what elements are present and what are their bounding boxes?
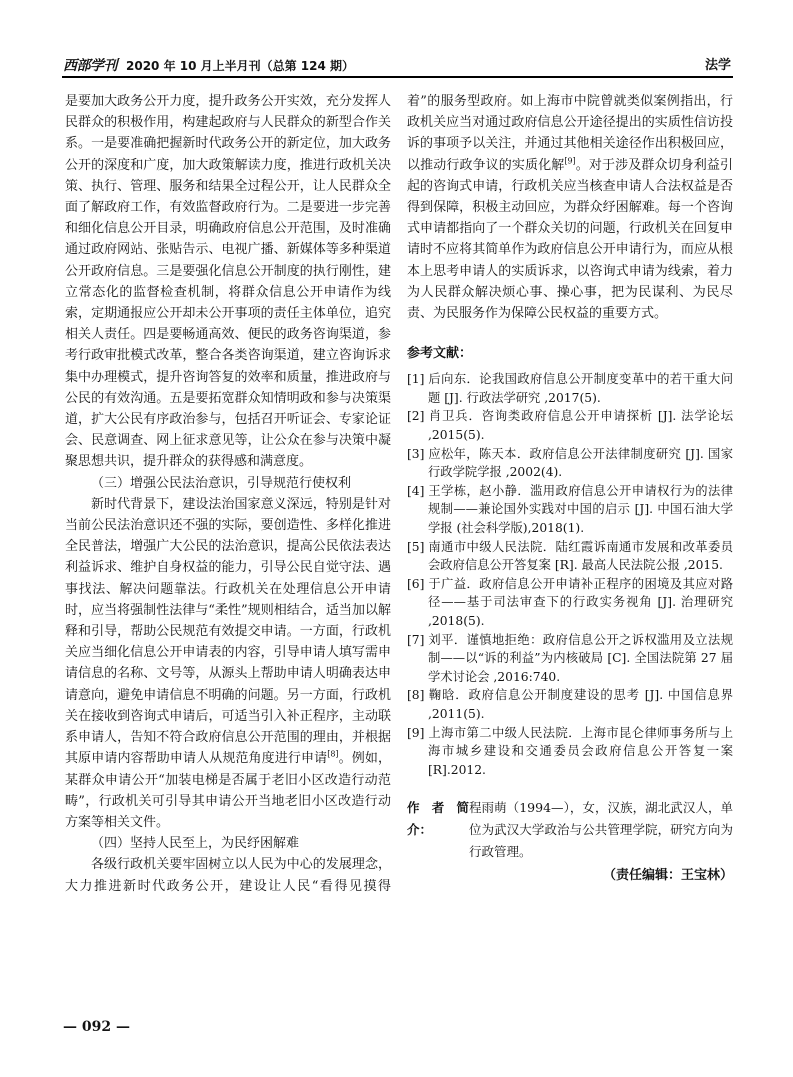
journal-logo: 西部学刊 [63, 58, 117, 74]
paragraph-text: 新时代背景下，建设法治国家意义深远，特别是针对当前公民法治意识还不强的实际，要创造性、多样化推进全民普法，增强广大公民的法治意识，提高公民依法表达利益诉求、维护自身权益的能力，引导公民自觉守法、遇事找法、解决问题靠法。行政机关在处理信息公开申请时，应当将强制性法律与“柔性”规则相结合，适当加以解释和引导，帮助公民规范有效提交申请。一方面，行政机关应当细化信息公开申请表的内容，引导申请人填写需申请信息的名称、文号等，从源头上帮助申请人明确表达申请意向，避免申请信息不明确的问题。另一方面，行政机关在接收到咨询式申请后，可适当引入补正程序，主动联系申请人，告知不符合政府信息公开范围的理由，并根据其原申请内容帮助申请人从规范角度进行申请 [65, 496, 391, 767]
section-label: 法学 [704, 58, 731, 73]
section-heading-3: （三）增强公民法治意识，引导规范行使权利 [91, 475, 352, 491]
reference-text: 肖卫兵．咨询类政府信息公开申请探析 [J]. 法学论坛 ,2015(5). [428, 409, 733, 443]
reference-item [407, 370, 733, 407]
reference-item [407, 724, 733, 780]
left-column [65, 91, 391, 897]
reference-item [407, 445, 733, 482]
reference-item [407, 686, 733, 723]
reference-text: 南通市中级人民法院．陆红霞诉南通市发展和改革委员会政府信息公开答复案 [R]. 最高人民法院公报 ,2015. [428, 539, 733, 573]
issue-info: 2020 年 10 月上半月刊（总第 124 期） [126, 59, 355, 73]
body-paragraph: 是要加大政务公开力度，提升政务公开实效，充分发挥人民群众的积极作用，构建起政府与人民群众的新型合作关系。一是要准确把握新时代政务公开的新定位，加大政务公开的深度和广度，加大政策解读力度，推进行政机关决策、执行、管理、服务和结果全过程公开，让人民群众全面了解政府工作，有效监督政府行为。二是要进一步完善和细化信息公开目录，明确政府信息公开范围，及时准确通过政府网站、张贴告示、电视广播、新媒体等多种渠道公开政府信息。三是要强化信息公开制度的执行刚性，建立常态化的监督检查机制，将群众信息公开申请作为线索，定期通报应公开却未公开事项的责任主体单位，追究相关人责任。四是要畅通高效、便民的政务咨询渠道，参考行政审批模式改革，整合各类咨询渠道，建立咨询诉求集中办理模式，提升咨询答复的效率和质量，推进政府与公民的有效沟通。五是要拓宽群众知情明政和参与决策渠道，扩大公民有序政治参与，包括召开听证会、专家论证会、民意调查、网上征求意见等，让公众在参与决策中凝聚思想共识，提升群众的获得感和满意度。 [65, 94, 391, 470]
reference-list [407, 370, 733, 779]
author-bio-text: 程雨萌（1994—），女，汉族，湖北武汉人，单位为武汉大学政治与公共管理学院，研究方向为行政管理。 [469, 800, 733, 860]
reference-text: 刘平．谨慎地拒绝：政府信息公开之诉权滥用及立法规制——以“诉的利益”为内核破局 [C]. 全国法院第 27 届学术讨论会 ,2016:740. [428, 632, 733, 684]
author-bio-label: 作者简介： [407, 800, 469, 838]
reference-item [407, 482, 733, 538]
reference-number: [4] [407, 483, 425, 498]
reference-text: 后向东．论我国政府信息公开制度变革中的若干重大问题 [J]. 行政法学研究 ,2017(5). [428, 372, 733, 405]
citation-mark: [8] [327, 749, 339, 759]
reference-number: [3] [407, 446, 425, 461]
reference-text: 上海市第二中级人民法院．上海市昆仑律师事务所与上海市城乡建设和交通委员会政府信息公开答复一案 [R].2012. [428, 725, 733, 777]
reference-text: 鞠晗．政府信息公开制度建设的思考 [J]. 中国信息界 ,2011(5). [428, 688, 733, 721]
reference-text: 应松年，陈天本．政府信息公开法律制度研究 [J]. 国家行政学院学报 ,2002(4). [428, 446, 733, 480]
responsible-editor: （责任编辑：王宝林） [602, 868, 733, 884]
reference-text: 王学栋，赵小静．滥用政府信息公开申请权行为的法律规制——兼论国外实践对中国的启示 [J]. 中国石油大学学报 (社会科学版),2018(1). [428, 483, 733, 535]
paragraph-text: 。例如，某群众申请公开“加装电梯是否属于老旧小区改造行动范畴”，行政机关可引导其申请公开当地老旧小区改造行动方案等相关文件。 [65, 751, 391, 830]
reference-item [407, 407, 733, 444]
paragraph-text: 着”的服务型政府。如上海市中院曾就类似案例指出，行政机关应当对通过政府信息公开途径提出的实质性信访投诉的事项予以关注，并通过其他相关途径作出积极回应，以推动行政争议的实质化解 [407, 94, 733, 173]
reference-number: [8] [407, 688, 425, 703]
reference-number: [5] [407, 539, 425, 554]
body-paragraph: 各级行政机关要牢固树立以人民为中心的发展理念，大力推进新时代政务公开，建设让人民“看得见摸得 [65, 857, 391, 894]
author-bio [407, 797, 733, 863]
reference-item [407, 538, 733, 575]
reference-item [407, 631, 733, 687]
citation-mark: [9] [564, 156, 576, 166]
references-heading: 参考文献： [407, 346, 473, 362]
body-paragraph-continued [407, 91, 733, 324]
reference-number: [6] [407, 576, 425, 591]
page-number: — 092 — [63, 1019, 130, 1035]
paragraph-text: 。对于涉及群众切身利益引起的咨询式申请，行政机关应当核查申请人合法权益是否得到保障，积极主动回应，为群众纾困解难。每一个咨询式申请都指向了一个群众关切的问题，行政机关在回复申请时不应将其简单作为政府信息公开申请行为，而应从根本上思考申请人的实质诉求，以咨询式申请为线索，着力为人民群众解决烦心事、操心事，把为民谋利、为民尽责、为民服务作为保障公民权益的重要方式。 [407, 157, 733, 322]
body-paragraph [65, 494, 391, 833]
reference-number: [7] [407, 632, 425, 647]
running-header [62, 56, 733, 78]
reference-number: [1] [407, 372, 425, 387]
section-heading-4: （四）坚持人民至上，为民纾困解难 [91, 836, 300, 852]
reference-number: [2] [407, 409, 425, 424]
reference-text: 于广益．政府信息公开申请补正程序的困境及其应对路径——基于司法审查下的行政实务视角 [J]. 治理研究 ,2018(5). [428, 576, 733, 628]
reference-item [407, 575, 733, 631]
reference-number: [9] [407, 725, 425, 740]
right-column [407, 91, 733, 887]
